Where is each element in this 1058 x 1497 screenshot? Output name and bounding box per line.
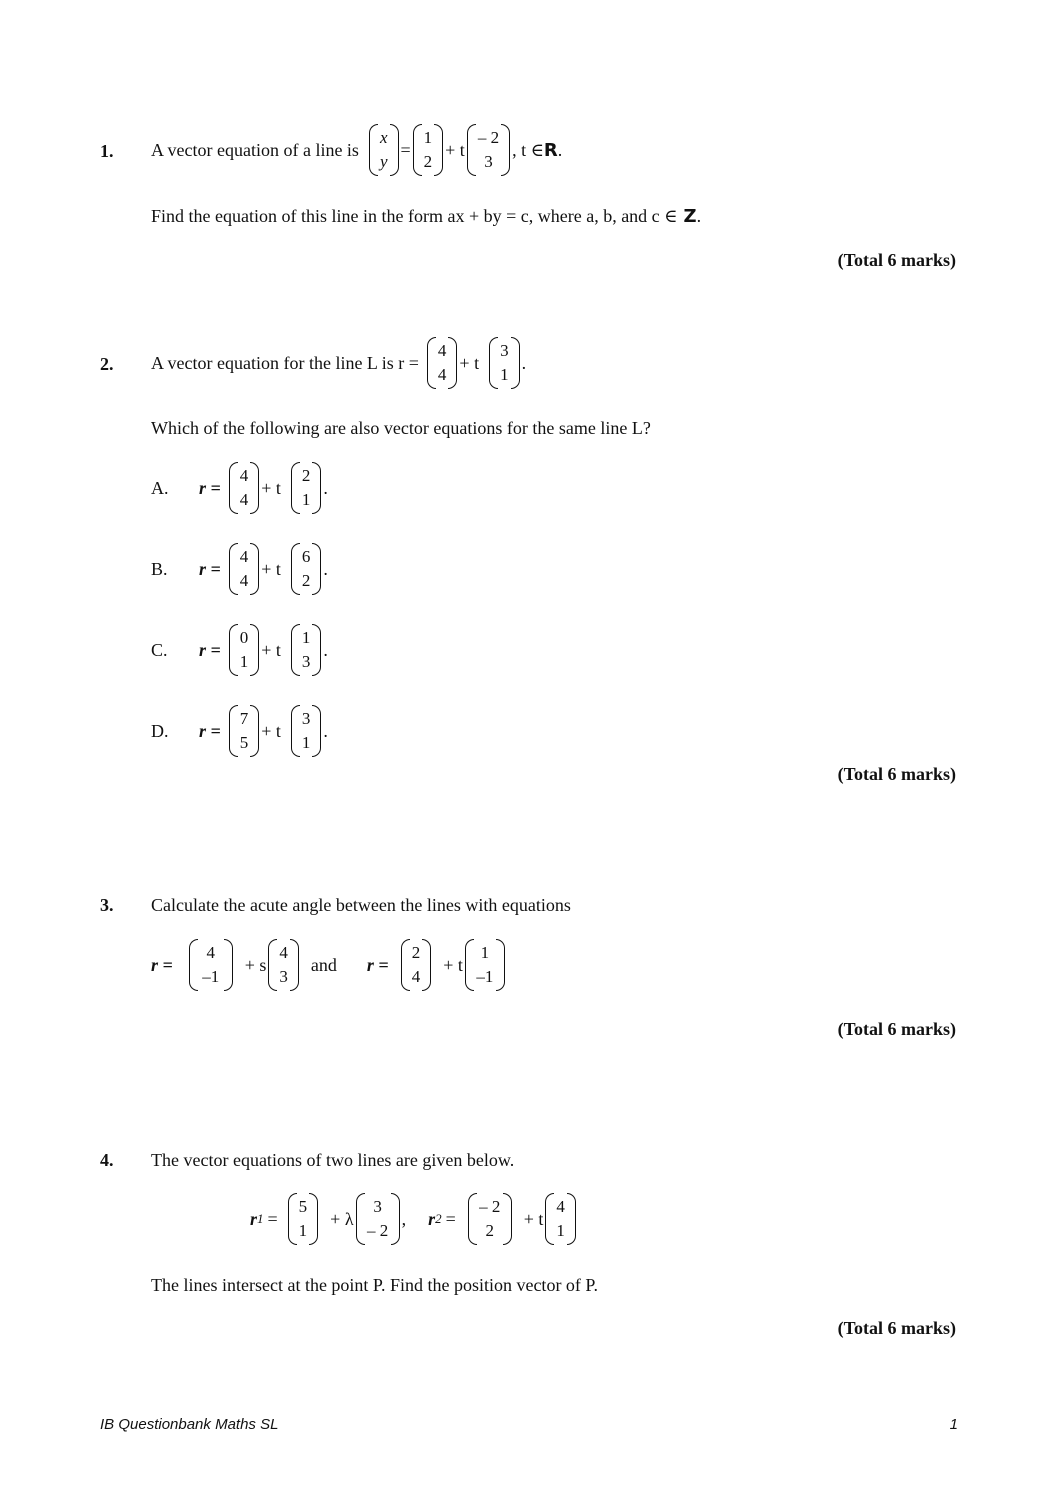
question-2-number: 2. [100, 354, 114, 374]
option-b: B. r = 4 4 + t 6 2 . [151, 543, 328, 595]
question-4-instruction: The lines intersect at the point P. Find the position vector of P. [151, 1275, 598, 1295]
vector-xy: x y [369, 124, 399, 176]
page-number: 1 [949, 1416, 958, 1433]
question-3-equations: r = 4 –1 + s 4 3 and r = 2 4 + t 1 –1 [151, 939, 507, 991]
question-4-number: 4. [100, 1150, 114, 1170]
footer-title: IB Questionbank Maths SL [100, 1416, 279, 1433]
question-4-text: The vector equations of two lines are given below. [151, 1150, 515, 1170]
question-3-text: Calculate the acute angle between the lines with equations [151, 895, 571, 915]
question-1-text: A vector equation of a line is [151, 139, 359, 160]
question-2-marks: (Total 6 marks) [837, 764, 956, 784]
option-c: C. r = 0 1 + t 1 3 . [151, 624, 328, 676]
integer-set-symbol: Z [683, 206, 697, 227]
real-set-symbol: R [543, 139, 558, 161]
question-4-equations: r 1 = 5 1 + λ 3 – 2 , r 2 = – 2 2 + t 4 1 [250, 1193, 578, 1245]
vector-direction: 3 1 [489, 337, 520, 389]
question-4-marks: (Total 6 marks) [837, 1318, 956, 1338]
vector-point: 4 4 [427, 337, 458, 389]
vector-point: 1 2 [413, 124, 444, 176]
question-3-number: 3. [100, 895, 114, 915]
question-1-instruction: Find the equation of this line in the form ax + by = c, where a, b, and c ∈ Z . [151, 206, 702, 227]
question-1-marks: (Total 6 marks) [837, 250, 956, 270]
vector-direction: – 2 3 [467, 124, 510, 176]
question-1-equation: A vector equation of a line is x y = 1 2 + t – 2 3 , t ∈ R . [151, 124, 562, 176]
question-2-prompt: Which of the following are also vector equations for the same line L? [151, 418, 651, 438]
question-3-marks: (Total 6 marks) [837, 1019, 956, 1039]
question-1-number: 1. [100, 141, 114, 161]
option-d: D. r = 7 5 + t 3 1 . [151, 705, 328, 757]
question-2-equation: A vector equation for the line L is r = 4 4 + t 3 1 . [151, 337, 526, 389]
option-a: A. r = 4 4 + t 2 1 . [151, 462, 328, 514]
